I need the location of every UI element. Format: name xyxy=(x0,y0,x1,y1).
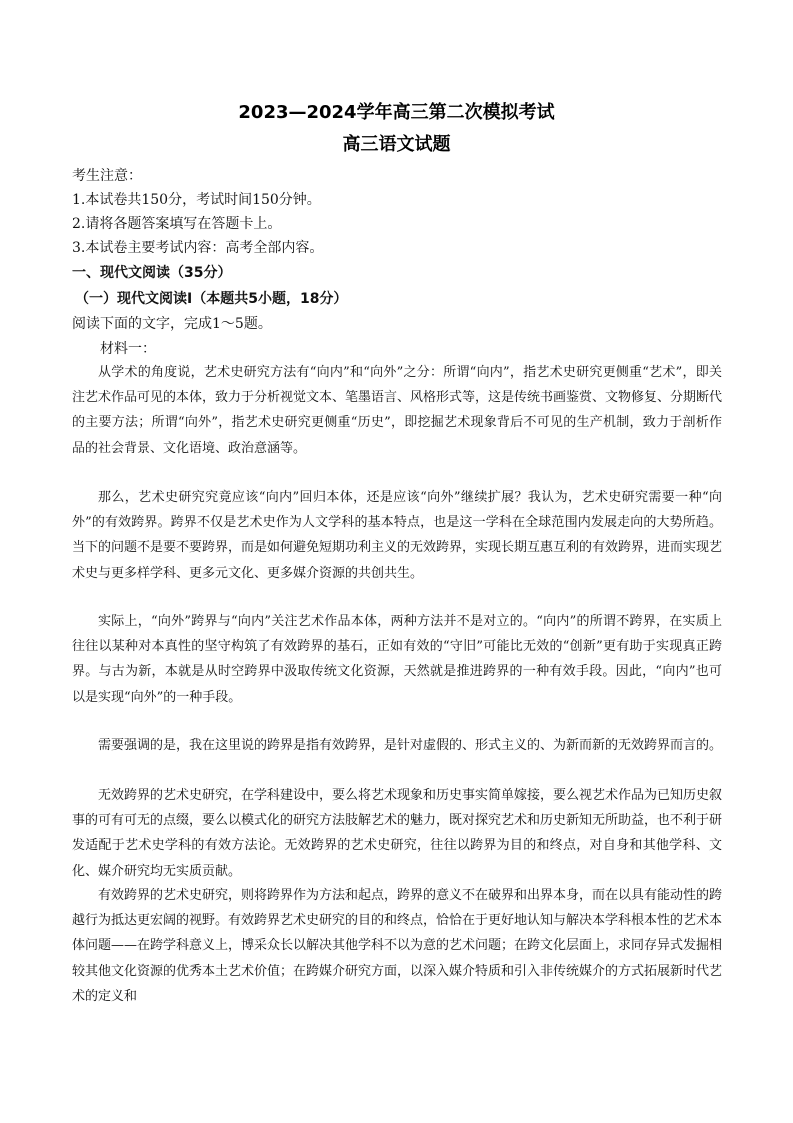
material-label: 材料一： xyxy=(100,341,156,357)
reading-instruction: 阅读下面的文字，完成1～5题。 xyxy=(72,316,272,332)
notice-item-1: 1.本试卷共150分，考试时间150分钟。 xyxy=(72,192,321,208)
notice-heading: 考生注意： xyxy=(72,168,142,184)
notice-item-2: 2.请将各题答案填写在答题卡上。 xyxy=(72,216,282,232)
subsection-heading: （一）现代文阅读Ⅰ（本题共5小题，18分） xyxy=(75,291,348,307)
notice-item-3: 3.本试卷主要考试内容：高考全部内容。 xyxy=(72,240,324,256)
section-heading: 一、现代文阅读（35分） xyxy=(72,265,232,281)
paragraph-1: 从学术的角度说，艺术史研究方法有“向内”和“向外”之分：所谓“向内”，指艺术史研究更侧重“艺术”，即关注艺术作品可见的本体，致力于分析视觉文本、笔墨语言、风格形式等，这是传统书画鉴赏、文物修复、分期断代的主要方法；所谓“向外”，指艺术史研究更侧重“历史”，即挖掘艺术现象背后不可见的生产机制，致力于剖析作品的社会背景、文化语境、政治意涵等。 xyxy=(72,365,723,456)
exam-title: 2023—2024学年高三第二次模拟考试 xyxy=(238,102,555,123)
paragraph-6: 有效跨界的艺术史研究，则将跨界作为方法和起点，跨界的意义不在破界和出界本身，而在以具有能动性的跨越行为抵达更宏阔的视野。有效跨界艺术史研究的目的和终点，恰恰在于更好地认知与解决本学科根本性的艺术本体问题——在跨学科意义上，博采众长以解决其他学科不以为意的艺术问题；在跨文化层面上，求同存异式发掘相较其他文化资源的优秀本土艺术价值；在跨媒介研究方面，以深入媒介特质和引入非传统媒介的方式拓展新时代艺术的定义和 xyxy=(72,888,723,1004)
paragraph-3: 实际上，“向外”跨界与“向内”关注艺术作品本体，两种方法并不是对立的。“向内”的所谓不跨界，在实质上往往以某种对本真性的坚守构筑了有效跨界的基石，正如有效的“守旧”可能比无效的“创新”更有助于实现真正跨界。与古为新，本就是从时空跨界中汲取传统文化资源，天然就是推进跨界的一种有效手段。因此，“向内”也可以是实现“向外”的一种手段。 xyxy=(72,614,722,705)
exam-subtitle: 高三语文试题 xyxy=(342,134,451,155)
paragraph-4: 需要强调的是，我在这里说的跨界是指有效跨界，是针对虚假的、形式主义的、为新而新的无效跨界而言的。 xyxy=(98,738,723,753)
paragraph-5: 无效跨界的艺术史研究，在学科建设中，要么将艺术现象和历史事实简单嫁接，要么视艺术作品为已知历史叙事的可有可无的点缀，要么以模式化的研究方法肢解艺术的魅力，既对探究艺术和历史新知无所助益，也不利于研发适配于艺术史学科的有效方法论。无效跨界的艺术史研究，往往以跨界为目的和终点，对自身和其他学科、文化、媒介研究均无实质贡献。 xyxy=(72,788,723,879)
paragraph-2: 那么，艺术史研究究竟应该“向内”回归本体，还是应该“向外”继续扩展？我认为，艺术史研究需要一种“向外”的有效跨界。跨界不仅是艺术史作为人文学科的基本特点，也是这一学科在全球范围内发展走向的大势所趋。当下的问题不是要不要跨界，而是如何避免短期功利主义的无效跨界，实现长期互惠互利的有效跨界，进而实现艺术史与更多样学科、更多元文化、更多媒介资源的共创共生。 xyxy=(72,490,723,581)
